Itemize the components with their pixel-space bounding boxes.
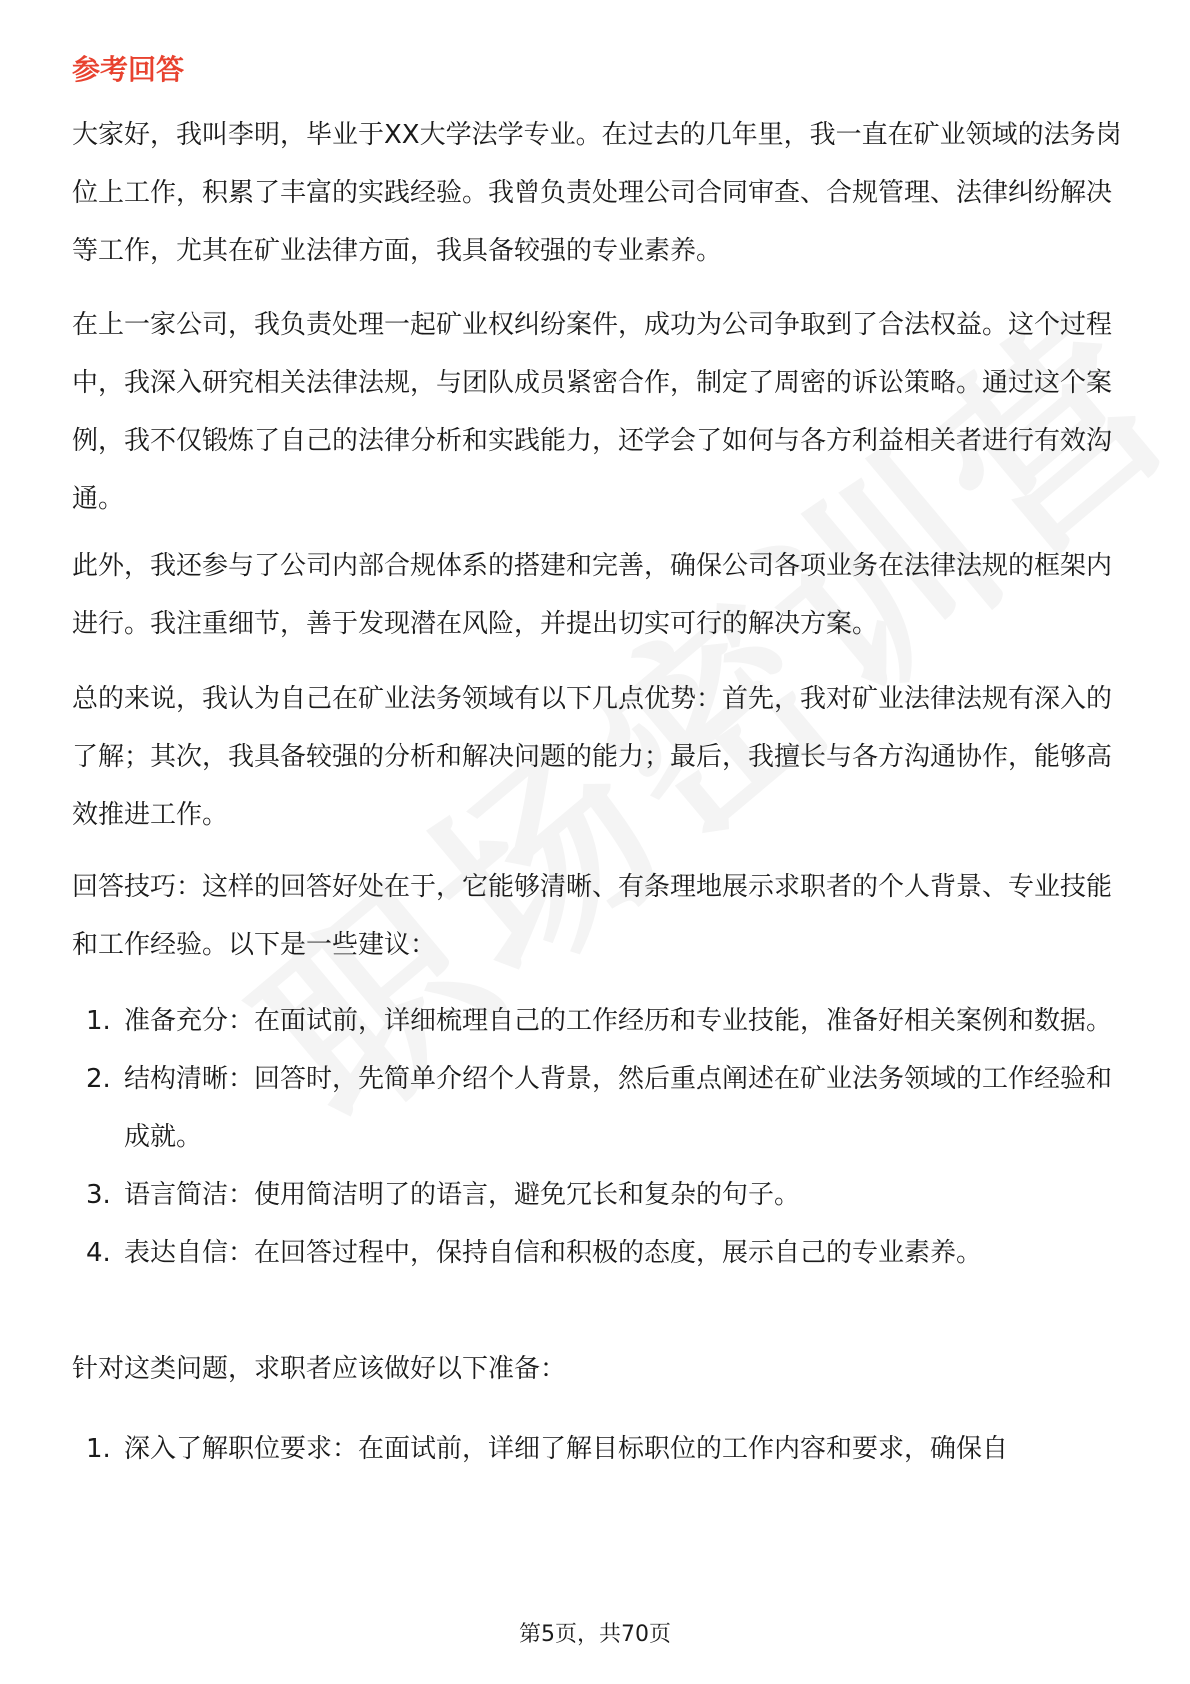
list-number: 1. bbox=[86, 1434, 111, 1464]
list-item bbox=[72, 1050, 1122, 1166]
paragraph-intro: 大家好，我叫李明，毕业于XX大学法学专业。在过去的几年里，我一直在矿业领域的法务岗位上工作，积累了丰富的实践经验。我曾负责处理公司合同审查、合规管理、法律纠纷解决等工作，尤其在矿业法律方面，我具备较强的专业素养。 bbox=[72, 120, 1122, 266]
paragraph-case: 在上一家公司，我负责处理一起矿业权纠纷案件，成功为公司争取到了合法权益。这个过程中，我深入研究相关法律法规，与团队成员紧密合作，制定了周密的诉讼策略。通过这个案例，我不仅锻炼了自己的法律分析和实践能力，还学会了如何与各方利益相关者进行有效沟通。 bbox=[72, 310, 1113, 514]
list-item bbox=[72, 1166, 1122, 1224]
prep-list bbox=[72, 1420, 1122, 1478]
paragraph-prep-intro: 针对这类问题，求职者应该做好以下准备： bbox=[72, 1354, 567, 1384]
page-number-footer: 第5页，共70页 bbox=[519, 1622, 671, 1647]
list-number: 1. bbox=[86, 1006, 111, 1036]
section-heading: 参考回答 bbox=[72, 53, 185, 86]
list-text: 准备充分：在面试前，详细梳理自己的工作经历和专业技能，准备好相关案例和数据。 bbox=[124, 1006, 1113, 1036]
list-number: 2. bbox=[86, 1064, 111, 1094]
list-text: 表达自信：在回答过程中，保持自信和积极的态度，展示自己的专业素养。 bbox=[124, 1238, 983, 1268]
list-item bbox=[72, 992, 1122, 1050]
list-text: 深入了解职位要求：在面试前，详细了解目标职位的工作内容和要求，确保自 bbox=[124, 1434, 1009, 1464]
list-number: 4. bbox=[86, 1238, 111, 1268]
list-item bbox=[72, 1224, 1122, 1282]
list-number: 3. bbox=[86, 1180, 111, 1210]
paragraph-tips-intro: 回答技巧：这样的回答好处在于，它能够清晰、有条理地展示求职者的个人背景、专业技能和工作经验。以下是一些建议： bbox=[72, 872, 1113, 960]
paragraph-compliance: 此外，我还参与了公司内部合规体系的搭建和完善，确保公司各项业务在法律法规的框架内进行。我注重细节，善于发现潜在风险，并提出切实可行的解决方案。 bbox=[72, 551, 1113, 639]
list-item bbox=[72, 1420, 1122, 1478]
tips-list bbox=[72, 992, 1122, 1282]
paragraph-summary: 总的来说，我认为自己在矿业法务领域有以下几点优势：首先，我对矿业法律法规有深入的了解；其次，我具备较强的分析和解决问题的能力；最后，我擅长与各方沟通协作，能够高效推进工作。 bbox=[72, 684, 1113, 830]
list-text: 结构清晰：回答时，先简单介绍个人背景，然后重点阐述在矿业法务领域的工作经验和成就。 bbox=[124, 1064, 1113, 1152]
list-text: 语言简洁：使用简洁明了的语言，避免冗长和复杂的句子。 bbox=[124, 1180, 801, 1210]
